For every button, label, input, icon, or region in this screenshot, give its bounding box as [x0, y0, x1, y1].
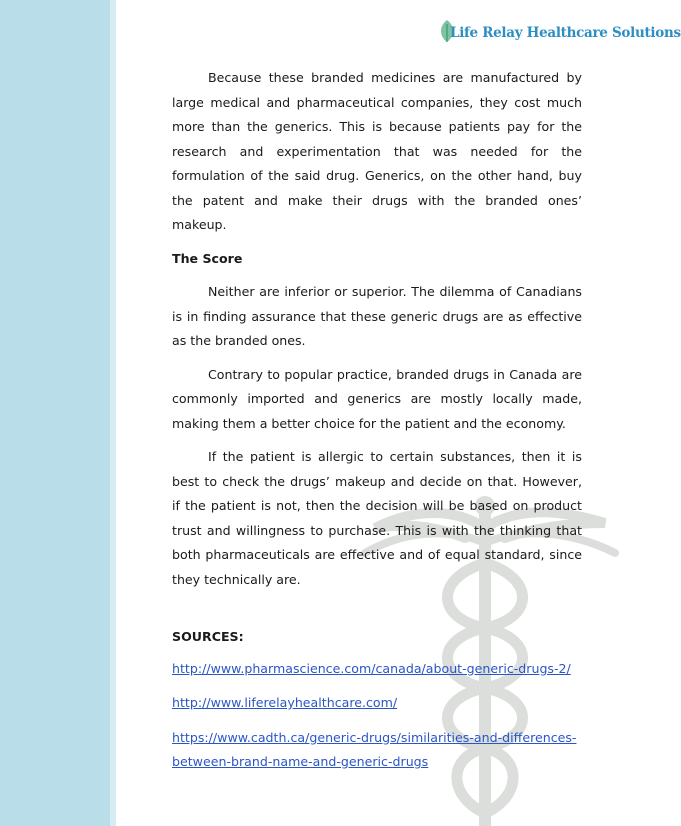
- source-link-pharmascience[interactable]: http://www.pharmascience.com/canada/about-generic-drugs-2/: [172, 660, 571, 676]
- paragraph-branded-cost: Because these branded medicines are manufactured by large medical and pharmaceutical companies, they cost much more than the generics. This is because patients pay for the research and experimentation that was needed for the formulation of the said drug. Generics, on the other hand, buy the patent and make their drugs with the branded ones’ makeup.: [172, 70, 582, 232]
- left-decorative-band: [0, 0, 116, 826]
- section-heading-score: The Score: [172, 250, 243, 266]
- company-logo-text: Life Relay Healthcare Solutions: [450, 25, 681, 41]
- source-link-cadth[interactable]: https://www.cadth.ca/generic-drugs/similarities-and-differences-between-brand-name-and-generic-drugs: [172, 729, 577, 769]
- paragraph-neither: Neither are inferior or superior. The dilemma of Canadians is in finding assurance that these generic drugs are as effective as the branded ones.: [172, 284, 582, 348]
- document-body: [172, 66, 582, 785]
- left-band-edge: [110, 0, 116, 826]
- paragraph-allergic: If the patient is allergic to certain substances, then it is best to check the drugs’ makeup and decide on that. However, if the patient is not, then the decision will be based on product trust and willingness to purchase. This is with the thinking that both pharmaceuticals are effective and of equal standard, since they technically are.: [172, 449, 582, 587]
- paragraph-contrary: Contrary to popular practice, branded drugs in Canada are commonly imported and generics are mostly locally made, making them a better choice for the patient and the economy.: [172, 366, 582, 431]
- source-link-liferelay[interactable]: http://www.liferelayhealthcare.com/: [172, 695, 398, 710]
- sources-heading: SOURCES:: [172, 629, 244, 644]
